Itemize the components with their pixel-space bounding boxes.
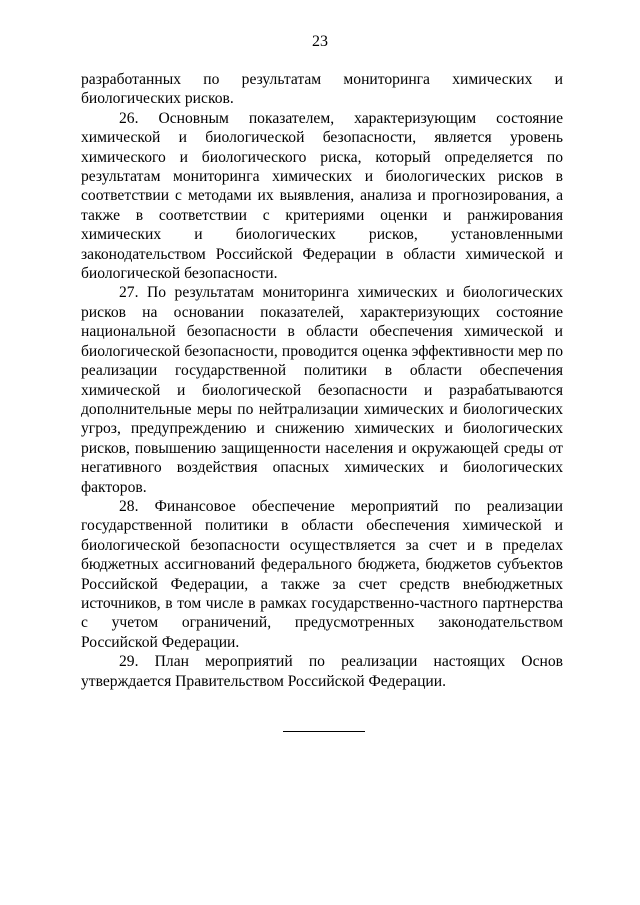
page-number: 23 — [312, 33, 328, 50]
paragraph-29: 29. План мероприятий по реализации настоящих Основ утверждается Правительством Российской Федерации. — [81, 653, 563, 690]
paragraph-28: 28. Финансовое обеспечение мероприятий по реализации государственной политики в области обеспечения химической и биологической безопасности осуществляется за счет и в пределах бюджетных ассигнований федерального бюджета, бюджетов субъектов Российской Федерации, а также за счет средств внебюджетных источников, в том числе в рамках государственно-частного партнерства с учетом ограничений, предусмотренных законодательством Российской Федерации. — [81, 497, 563, 651]
end-of-document-rule — [283, 731, 365, 732]
paragraph-27: 27. По результатам мониторинга химических и биологических рисков на основании показателей, характеризующих состояние национальной безопасности в области обеспечения химической и биологической безопасности, проводится оценка эффективности мер по реализации государственной политики в области обеспечения химической и биологической безопасности и разрабатываются дополнительные меры по нейтрализации химических и биологических угроз, предупреждению и снижению химических и биологических рисков, повышению защищенности населения и окружающей среды от негативного воздействия опасных химических и биологических факторов. — [81, 284, 563, 496]
paragraph-26: 26. Основным показателем, характеризующим состояние химической и биологической безопасности, является уровень химического и биологического риска, который определяется по результатам мониторинга химических и биологических рисков в соответствии с методами их выявления, анализа и прогнозирования, а также в соответствии с критериями оценки и ранжирования химических и биологических рисков, установленными законодательством Российской Федерации в области химической и биологической безопасности. — [81, 109, 563, 283]
document-body — [81, 70, 563, 691]
paragraph-continuation: разработанных по результатам мониторинга химических и биологических рисков. — [81, 71, 563, 108]
